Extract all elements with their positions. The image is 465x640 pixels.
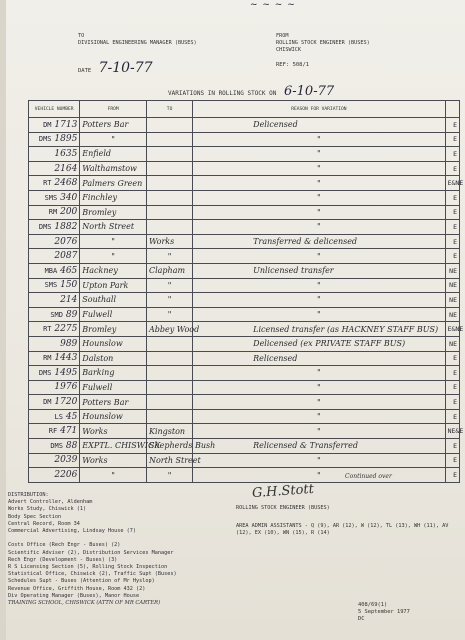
- from-label: FROM: [276, 33, 289, 39]
- distribution-line: Statistical Office, Chiswick (2), Traffic Supt (Buses): [8, 571, 177, 578]
- vehicle-num: 150: [60, 280, 78, 291]
- table-row: [29, 249, 460, 264]
- distribution-line: Schedules Supt - Buses (Attention of Mr Hyslop): [8, 578, 155, 585]
- vehicle-num: 2468: [54, 178, 78, 189]
- to-cell: [146, 395, 192, 410]
- vehicle-prefix: RF: [48, 427, 58, 436]
- table-row: [29, 147, 460, 162]
- distribution-line: Commercial Advertising, Lindsay House (7): [8, 528, 137, 535]
- code-cell: E&NE: [445, 322, 459, 337]
- reason-cell: ": [193, 249, 445, 264]
- to-cell: ": [146, 278, 192, 293]
- vehicle-num: 1635: [54, 148, 78, 159]
- vehicle-number: [29, 322, 80, 337]
- code-cell: E&NE: [445, 176, 459, 191]
- vehicle-number: [29, 468, 80, 483]
- from-cell: Works: [80, 453, 147, 468]
- from-cell: Hackney: [80, 263, 147, 278]
- to-cell: [146, 205, 192, 220]
- from-cell: Potters Bar: [80, 118, 147, 133]
- code-cell: E: [445, 190, 459, 205]
- to-cell: [146, 190, 192, 205]
- code-cell: E: [445, 161, 459, 176]
- vehicle-num: 2039: [54, 455, 78, 466]
- reason-cell: ": [193, 161, 445, 176]
- from-cell: Hounslow: [80, 336, 147, 351]
- vehicle-prefix: DMS: [38, 222, 52, 231]
- header-vehicle: VEHICLE NUMBER: [29, 101, 80, 118]
- distribution-heading: DISTRIBUTION:: [8, 492, 49, 498]
- vehicle-prefix: DM: [43, 120, 52, 129]
- from-block: [276, 33, 370, 54]
- to-cell: Clapham: [146, 263, 192, 278]
- table-row: [29, 366, 460, 381]
- distribution-line: Costs Office (Rech Engr - Buses) (2): [8, 542, 121, 549]
- to-cell: [146, 409, 192, 424]
- table-header-row: [29, 101, 460, 118]
- table-row: [29, 424, 460, 439]
- to-label: TO: [78, 33, 85, 39]
- distribution-list: [8, 492, 258, 607]
- header-from: FROM: [80, 101, 147, 118]
- code-cell: E: [445, 118, 459, 133]
- distribution-line: Scientific Adviser (2), Distribution Services Manager: [8, 549, 174, 556]
- date-line: [78, 60, 153, 76]
- to-cell: [146, 132, 192, 147]
- to-cell: [146, 351, 192, 366]
- code-cell: E: [445, 205, 459, 220]
- table-row: [29, 336, 460, 351]
- vehicle-prefix: DMS: [38, 368, 52, 377]
- vehicle-number: [29, 336, 80, 351]
- reason-cell: ": [193, 424, 445, 439]
- vehicle-prefix: DM: [43, 398, 52, 407]
- table-row: [29, 263, 460, 278]
- from-cell: Palmers Green: [80, 176, 147, 191]
- from-cell: North Street: [80, 220, 147, 235]
- to-cell: [146, 161, 192, 176]
- ref-line: [276, 62, 309, 68]
- code-cell: E: [445, 220, 459, 235]
- table-row: [29, 220, 460, 235]
- table-row: [29, 380, 460, 395]
- reason-cell: Unlicensed transfer: [193, 263, 445, 278]
- vehicle-number: [29, 176, 80, 191]
- from-cell: ": [80, 468, 147, 483]
- footer-date: 5 September 1977: [358, 609, 410, 615]
- reason-cell: ": [193, 380, 445, 395]
- reason-cell: Relicensed & Transferred: [193, 439, 445, 454]
- vehicle-num: 471: [60, 426, 78, 437]
- vehicle-num: 2076: [54, 236, 78, 247]
- from-cell: Potters Bar: [80, 395, 147, 410]
- from-location: CHISWICK: [276, 47, 301, 53]
- reason-cell: ": [193, 190, 445, 205]
- signature-title: ROLLING STOCK ENGINEER (BUSES): [236, 505, 330, 511]
- area-admin-assistants: AREA ADMIN ASSISTANTS - Q (9), AR (12), W (12), TL (13), WH (11), AV (12), EX (10), WN (15), R (14): [236, 523, 449, 536]
- signature: G.H.Stott: [251, 481, 315, 502]
- vehicle-num: 465: [60, 265, 78, 276]
- distribution-line: Rech Engr (Development - Buses) (3): [8, 556, 118, 563]
- code-cell: E: [445, 147, 459, 162]
- from-cell: Fulwell: [80, 307, 147, 322]
- vehicle-num: 200: [60, 207, 78, 218]
- table-body: [29, 118, 464, 483]
- distribution-line: Div Operating Manager (Buses), Manor House: [8, 592, 140, 599]
- code-cell: E: [445, 453, 459, 468]
- to-cell: [146, 220, 192, 235]
- reason-cell: ": [193, 366, 445, 381]
- code-cell: E: [445, 395, 459, 410]
- page-edge: [0, 0, 6, 640]
- table-row: [29, 293, 460, 308]
- code-cell: NE: [445, 336, 459, 351]
- header-to: TO: [146, 101, 192, 118]
- ref-value: 508/1: [292, 62, 310, 68]
- code-cell: NE: [445, 307, 459, 322]
- table-row: [29, 161, 460, 176]
- vehicle-num: 45: [65, 411, 78, 422]
- to-value: DIVISIONAL ENGINEERING MANAGER (BUSES): [78, 40, 197, 46]
- code-cell: E: [445, 380, 459, 395]
- vehicle-number: [29, 220, 80, 235]
- vehicle-number: [29, 395, 80, 410]
- vehicle-prefix: DMS: [50, 441, 63, 450]
- title-date: 6-10-77: [284, 84, 335, 99]
- vehicle-number: [29, 132, 80, 147]
- date-value: 7-10-77: [98, 60, 153, 76]
- code-cell: E: [445, 409, 459, 424]
- table-row: [29, 468, 460, 483]
- from-cell: Bromley: [80, 205, 147, 220]
- vehicle-number: [29, 263, 80, 278]
- vehicle-prefix: SMS: [44, 281, 58, 290]
- code-cell: E: [445, 249, 459, 264]
- vehicle-num: 2275: [54, 324, 78, 335]
- from-cell: Bromley: [80, 322, 147, 337]
- reason-cell: ": [193, 395, 445, 410]
- footer-form-no: 408/69(1): [358, 602, 388, 608]
- from-cell: Dalston: [80, 351, 147, 366]
- vehicle-prefix: SMD: [50, 310, 63, 319]
- vehicle-num: 2164: [54, 163, 78, 174]
- vehicle-number: [29, 161, 80, 176]
- vehicle-number: [29, 439, 80, 454]
- vehicle-prefix: DMS: [38, 135, 52, 144]
- from-cell: ": [80, 249, 147, 264]
- code-cell: NE: [445, 263, 459, 278]
- to-cell: Abbey Wood: [146, 322, 192, 337]
- code-cell: E: [445, 132, 459, 147]
- continued-note: Continued over: [345, 473, 392, 480]
- vehicle-prefix: RM: [48, 208, 58, 217]
- vehicle-num: 340: [60, 192, 78, 203]
- vehicle-number: [29, 249, 80, 264]
- footer-reference: [358, 602, 410, 623]
- distribution-line: [8, 535, 258, 542]
- reason-cell: Transferred & delicensed: [193, 234, 445, 249]
- reason-cell: ": [193, 468, 445, 483]
- vehicle-number: [29, 409, 80, 424]
- from-cell: Upton Park: [80, 278, 147, 293]
- from-cell: Works: [80, 424, 147, 439]
- to-cell: [146, 118, 192, 133]
- table-row: [29, 132, 460, 147]
- table-row: [29, 351, 460, 366]
- vehicle-num: 1720: [54, 397, 78, 408]
- to-cell: Kingston: [146, 424, 192, 439]
- reason-cell: ": [193, 220, 445, 235]
- table-row: [29, 176, 460, 191]
- to-cell: [146, 366, 192, 381]
- vehicle-prefix: MBA: [44, 266, 58, 275]
- from-cell: Enfield: [80, 147, 147, 162]
- from-cell: Walthamstow: [80, 161, 147, 176]
- vehicle-num: 214: [60, 294, 78, 305]
- reason-cell: ": [193, 409, 445, 424]
- vehicle-number: [29, 351, 80, 366]
- vehicle-num: 1495: [54, 367, 78, 378]
- vehicle-num: 989: [60, 338, 78, 349]
- table-row: [29, 205, 460, 220]
- from-cell: Barking: [80, 366, 147, 381]
- to-cell: [146, 147, 192, 162]
- code-cell: E: [445, 468, 459, 483]
- reason-cell: Licensed transfer (as HACKNEY STAFF BUS): [193, 322, 445, 337]
- vehicle-number: [29, 118, 80, 133]
- from-cell: ": [80, 234, 147, 249]
- title-text: VARIATIONS IN ROLLING STOCK ON: [168, 90, 277, 97]
- code-cell: E: [445, 234, 459, 249]
- vehicle-num: 1895: [54, 134, 78, 145]
- to-cell: ": [146, 293, 192, 308]
- ref-label: REF:: [276, 62, 290, 68]
- table-row: [29, 322, 460, 337]
- vehicle-number: [29, 453, 80, 468]
- table-row: [29, 118, 460, 133]
- vehicle-number: [29, 424, 80, 439]
- vehicle-num: 1443: [54, 353, 78, 364]
- date-label: DATE: [78, 68, 92, 74]
- vehicle-prefix: RM: [43, 354, 52, 363]
- distribution-handwritten: TRAINING SCHOOL, CHISWICK (ATTN OF MR CARTER): [8, 600, 161, 607]
- to-cell: North Street: [146, 453, 192, 468]
- vehicle-number: [29, 147, 80, 162]
- from-cell: Southall: [80, 293, 147, 308]
- vehicle-num: 1713: [54, 119, 78, 130]
- to-cell: [146, 336, 192, 351]
- reason-cell: ": [193, 293, 445, 308]
- vehicle-num: 2087: [54, 251, 78, 262]
- reason-cell: Delicensed (ex PRIVATE STAFF BUS): [193, 336, 445, 351]
- to-cell: Shepherds Bush: [146, 439, 192, 454]
- from-cell: Hounslow: [80, 409, 147, 424]
- table-row: [29, 409, 460, 424]
- table-row: [29, 307, 460, 322]
- reason-cell: ": [193, 132, 445, 147]
- code-cell: E: [445, 351, 459, 366]
- from-value: ROLLING STOCK ENGINEER (BUSES): [276, 40, 370, 46]
- distribution-lines: [8, 499, 258, 600]
- vehicle-number: [29, 366, 80, 381]
- header-reason: REASON FOR VARIATION: [193, 101, 445, 118]
- to-cell: [146, 176, 192, 191]
- reason-cell: ": [193, 307, 445, 322]
- table-row: [29, 278, 460, 293]
- code-cell: NE: [445, 293, 459, 308]
- table-row: [29, 190, 460, 205]
- reason-cell: ": [193, 205, 445, 220]
- reason-cell: Relicensed: [193, 351, 445, 366]
- vehicle-number: [29, 293, 80, 308]
- to-cell: ": [146, 307, 192, 322]
- from-cell: Fulwell: [80, 380, 147, 395]
- table-row: [29, 234, 460, 249]
- vehicle-number: [29, 205, 80, 220]
- code-cell: NE: [445, 278, 459, 293]
- vehicle-prefix: RT: [43, 179, 52, 188]
- from-cell: Finchley: [80, 190, 147, 205]
- distribution-line: Advert Controller, Aldenham: [8, 499, 93, 506]
- to-cell: ": [146, 249, 192, 264]
- vehicle-num: 89: [65, 309, 78, 320]
- reason-cell: ": [193, 147, 445, 162]
- vehicle-number: [29, 190, 80, 205]
- code-cell: NE&E: [445, 424, 459, 439]
- distribution-line: Revenue Office, Griffith House, Room 432 (2): [8, 585, 146, 592]
- vehicle-prefix: LS: [54, 412, 63, 421]
- from-cell: EXPTL. CHISWICK: [80, 439, 147, 454]
- document-title: [168, 84, 334, 99]
- vehicle-number: [29, 234, 80, 249]
- header-code: [445, 101, 459, 118]
- distribution-line: Body Spec Section: [8, 513, 62, 520]
- table-row: [29, 395, 460, 410]
- reason-cell: ": [193, 453, 445, 468]
- vehicle-number: [29, 380, 80, 395]
- to-block: [78, 33, 197, 47]
- footer-initials: DC: [358, 616, 365, 622]
- to-cell: Works: [146, 234, 192, 249]
- top-scrawl: ~ ~ ~ ~: [250, 0, 296, 10]
- reason-cell: Delicensed: [193, 118, 445, 133]
- code-cell: E: [445, 439, 459, 454]
- vehicle-number: [29, 307, 80, 322]
- vehicle-prefix: SMS: [44, 193, 58, 202]
- to-cell: ": [146, 468, 192, 483]
- vehicle-num: 2206: [54, 470, 78, 481]
- table-row: [29, 439, 460, 454]
- vehicle-num: 1976: [54, 382, 78, 393]
- from-cell: ": [80, 132, 147, 147]
- vehicle-number: [29, 278, 80, 293]
- vehicle-prefix: RT: [43, 325, 52, 334]
- reason-cell: ": [193, 176, 445, 191]
- variations-table: [28, 100, 464, 483]
- distribution-line: R S Licensing Section (5), Rolling Stock Inspection: [8, 564, 168, 571]
- distribution-line: Central Record, Room 34: [8, 520, 80, 527]
- to-cell: [146, 380, 192, 395]
- distribution-line: Works Study, Chiswick (1): [8, 506, 87, 513]
- vehicle-num: 88: [65, 440, 78, 451]
- vehicle-num: 1882: [54, 221, 78, 232]
- code-cell: E: [445, 366, 459, 381]
- table-row: [29, 453, 460, 468]
- reason-cell: ": [193, 278, 445, 293]
